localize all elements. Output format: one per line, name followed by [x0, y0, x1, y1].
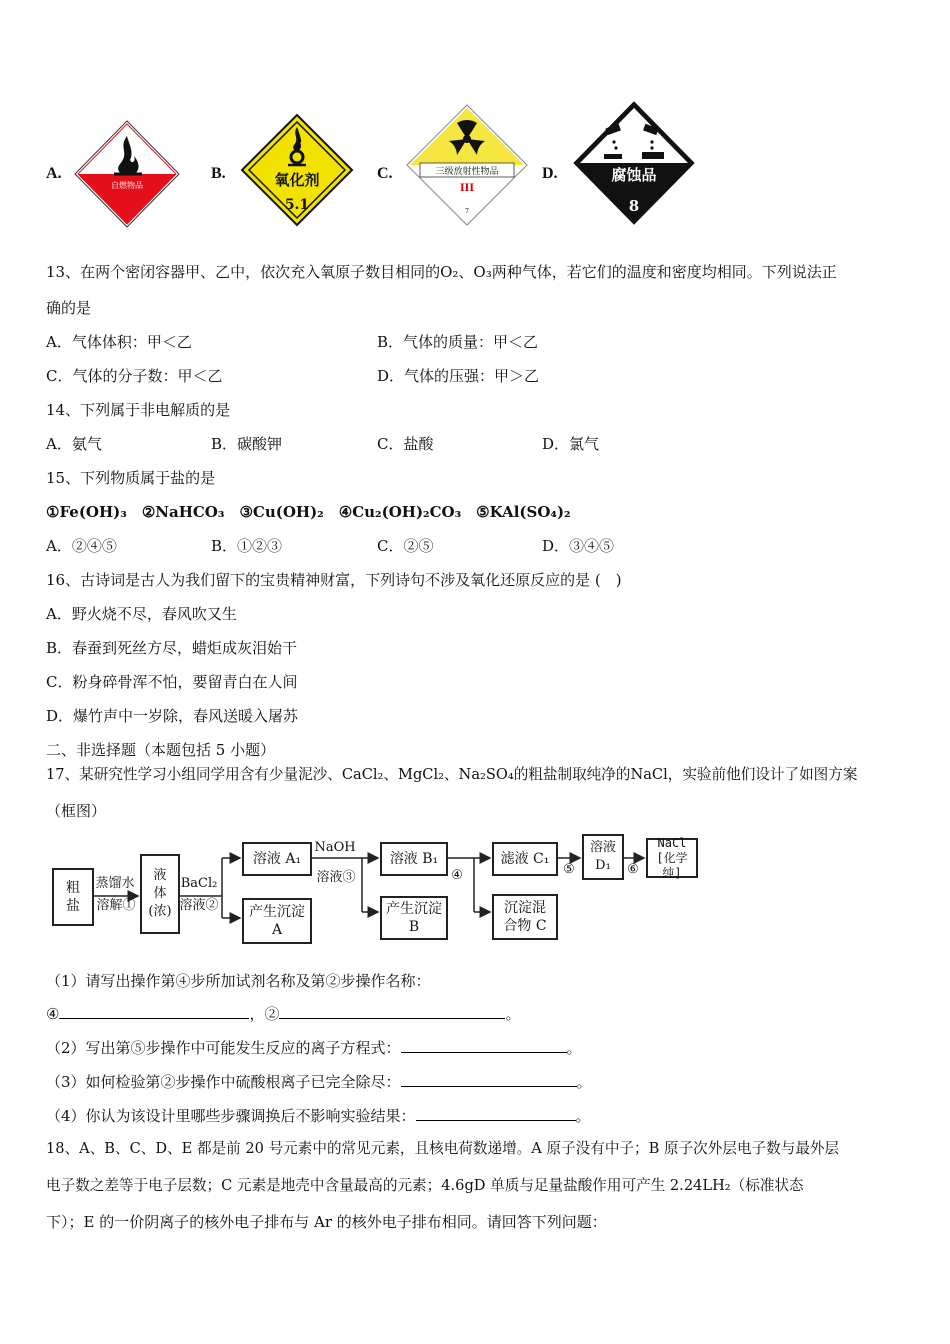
step1-operation-label: 溶解① [96, 898, 136, 913]
radioactive-class-number: 7 [465, 208, 469, 215]
section-2-heading: 二、非选择题（本题包括 5 小题） [46, 741, 276, 759]
q17-part2-prompt: （2）写出第⑤步操作中可能发生反应的离子方程式： [46, 1039, 401, 1057]
option-c-letter: C. [377, 165, 393, 182]
q14-option-b: B．碳酸钾 [211, 435, 283, 453]
oxidizer-label: 氧化剂 [274, 171, 320, 189]
q17-part4-line [46, 1105, 591, 1127]
q16-option-d: D．爆竹声中一岁除，春风送暖入屠苏 [46, 707, 299, 725]
corrosive-class-number: 8 [628, 197, 640, 215]
solution-b-box: 溶液 B₁ [380, 842, 448, 876]
q15-option-a: A．②④⑤ [46, 537, 117, 555]
q16-option-c: C．粉身碎骨浑不怕，要留青白在人间 [46, 673, 298, 691]
q15-option-d: D．③④⑤ [542, 537, 615, 555]
q13-option-a: A．气体体积：甲＜乙 [46, 333, 192, 351]
q14-option-d: D．氯气 [542, 435, 600, 453]
solution-a-box: 溶液 A₁ [242, 842, 312, 876]
oxidizer-class-number: 5.1 [284, 197, 310, 213]
q17-part1-step2-mark: ，② [249, 1005, 280, 1023]
q17-step2-operation-blank[interactable] [279, 1004, 505, 1019]
q16-stem: 16、古诗词是古人为我们留下的宝贵精神财富，下列诗句不涉及氧化还原反应的是 ( ) [46, 571, 622, 589]
liquid-box: 液 体 (浓) [140, 854, 180, 934]
q17-part1-end: 。 [505, 1005, 521, 1023]
q16-option-a: A．野火烧不尽，春风吹又生 [46, 605, 237, 623]
step3-reagent-label: NaOH [314, 840, 356, 855]
step2-reagent-label: BaCl₂ [180, 876, 218, 891]
q18-stem-line1: 18、A、B、C、D、E 都是前 20 号元素中的常见元素，且核电荷数递增。A 原子没有中子；B 原子次外层电子数与最外层 [46, 1140, 840, 1157]
q17-part2-line [46, 1037, 582, 1059]
q17-part3-end: 。 [576, 1073, 592, 1091]
pure-nacl-box: NaCl [化学纯] [646, 838, 698, 878]
q17-part4-end: 。 [575, 1107, 591, 1125]
q13-stem-line2: 确的是 [46, 299, 92, 317]
q17-part2-answer-blank[interactable] [401, 1038, 567, 1053]
q13-stem-line1: 13、在两个密闭容器甲、乙中，依次充入氧原子数目相同的O₂、O₃两种气体，若它们的温度和密度均相同。下列说法正 [46, 263, 837, 281]
radioactive-label: 三级放射性物品 [435, 167, 499, 177]
step4-label: ④ [451, 868, 463, 883]
q17-part1-prompt: （1）请写出操作第④步所加试剂名称及第②步操作名称： [46, 972, 431, 990]
option-b-letter: B. [211, 165, 226, 182]
step1-reagent-label: 蒸馏水 [95, 876, 135, 891]
precipitate-a-box: 产生沉淀 A [242, 898, 312, 944]
corrosive-label: 腐蚀品 [611, 166, 657, 184]
q17-part3-answer-blank[interactable] [401, 1072, 577, 1087]
q17-stem-line1: 17、某研究性学习小组同学用含有少量泥沙、CaCl₂、MgCl₂、Na₂SO₄的粗盐制取纯净的NaCl，实验前他们设计了如图方案 [46, 766, 858, 783]
q17-part2-end: 。 [566, 1039, 582, 1057]
q13-option-c: C．气体的分子数：甲＜乙 [46, 367, 223, 385]
q15-stem: 15、下列物质属于盐的是 [46, 469, 216, 487]
q14-option-c: C．盐酸 [377, 435, 434, 453]
q15-option-c: C．②⑤ [377, 537, 434, 555]
q18-stem-line3: 下）；E 的一价阴离子的核外电子排布与 Ar 的核外电子排布相同。请回答下列问题： [46, 1213, 607, 1231]
radioactive-category: III [459, 183, 475, 194]
precipitate-mixture-c-box: 沉淀混 合物 C [492, 894, 558, 940]
q15-items: ①Fe(OH)₃ ②NaHCO₃ ③Cu(OH)₂ ④Cu₂(OH)₂CO₃ ⑤KAl(SO₄)₂ [46, 503, 571, 521]
filtrate-c-box: 滤液 C₁ [492, 842, 558, 876]
q17-part4-answer-blank[interactable] [416, 1106, 576, 1121]
step3-operation-label: 溶液③ [316, 870, 356, 885]
q13-option-d: D．气体的压强：甲＞乙 [377, 367, 540, 385]
option-d-letter: D. [542, 165, 558, 182]
option-a-letter: A. [46, 165, 62, 182]
q18-stem-line2: 电子数之差等于电子层数；C 元素是地壳中含量最高的元素；4.6gD 单质与足量盐酸作用可产生 2.24LH₂（标准状态 [46, 1177, 804, 1194]
crude-salt-box: 粗 盐 [52, 868, 94, 926]
precipitate-b-box: 产生沉淀 B [380, 896, 448, 940]
solution-d-box: 溶液 D₁ [582, 834, 624, 880]
q13-option-b: B．气体的质量：甲＜乙 [377, 333, 539, 351]
q17-part3-line [46, 1071, 592, 1093]
q14-stem: 14、下列属于非电解质的是 [46, 401, 231, 419]
q17-part3-prompt: （3）如何检验第②步操作中硫酸根离子已完全除尽： [46, 1073, 401, 1091]
step6-label: ⑥ [627, 862, 639, 877]
q17-step4-reagent-blank[interactable] [59, 1004, 249, 1019]
q15-option-b: B．①②③ [211, 537, 283, 555]
q16-option-b: B．春蚕到死丝方尽，蜡炬成灰泪始干 [46, 639, 298, 657]
step5-label: ⑤ [563, 862, 575, 877]
q17-part1-step4-mark: ④ [46, 1005, 60, 1023]
q14-option-a: A．氨气 [46, 435, 102, 453]
q17-part4-prompt: （4）你认为该设计里哪些步骤调换后不影响实验结果： [46, 1107, 416, 1125]
q17-stem-line2: （框图） [46, 802, 107, 820]
q17-part1-answer-line [46, 1003, 520, 1025]
step2-operation-label: 溶液② [179, 898, 219, 913]
flammable-label: 自燃物品 [111, 181, 143, 190]
